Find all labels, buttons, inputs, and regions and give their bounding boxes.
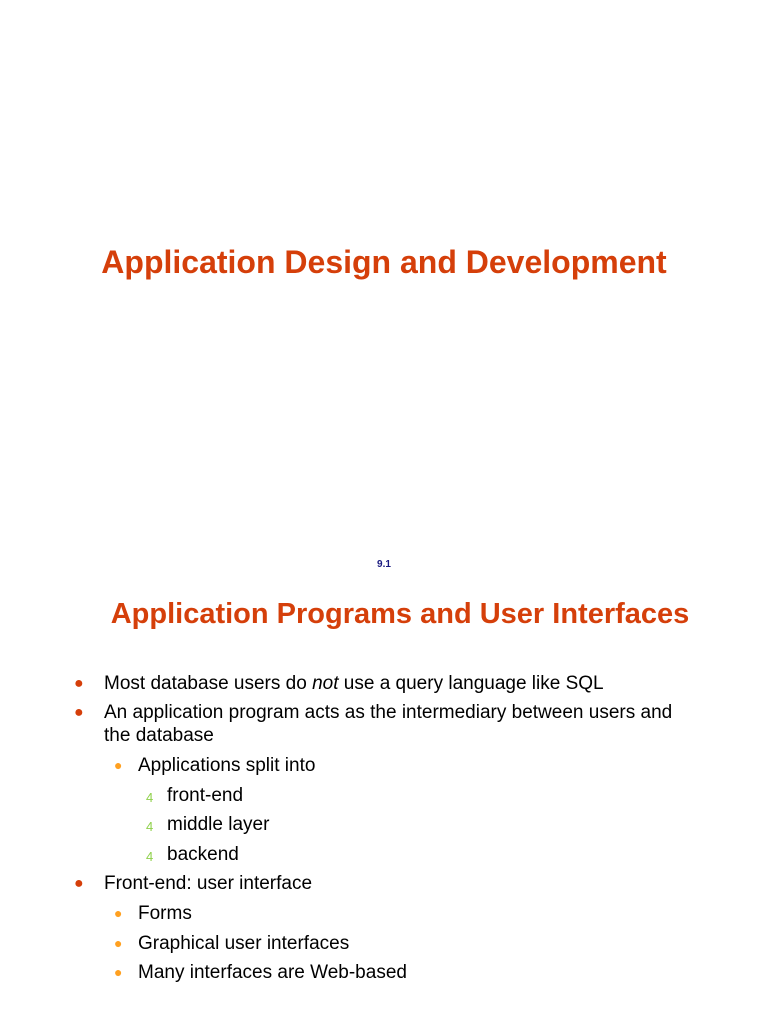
sub-bullet-item xyxy=(114,961,407,984)
sub-sub-bullet-item xyxy=(146,843,239,866)
bullet-text: Many interfaces are Web-based xyxy=(138,962,407,983)
bullet-icon: ● xyxy=(74,704,84,721)
bullet-text: backend xyxy=(167,844,239,865)
arrow-bullet-icon: 4 xyxy=(146,819,154,834)
arrow-bullet-icon: 4 xyxy=(146,849,154,864)
bullet-item xyxy=(74,701,673,747)
bullet-icon: ● xyxy=(74,675,84,692)
bullet-text: middle layer xyxy=(167,814,270,835)
slide-title-2: Application Programs and User Interfaces xyxy=(110,598,690,630)
sub-bullet-icon: ● xyxy=(114,905,123,921)
sub-bullet-item xyxy=(114,754,316,777)
bullet-icon: ● xyxy=(74,875,84,892)
page-number: 9.1 xyxy=(377,559,391,570)
bullet-text: Applications split into xyxy=(138,755,316,776)
bullet-text: An application program acts as the intermediary between users and xyxy=(104,702,673,723)
bullet-text: Most database users do xyxy=(104,673,313,694)
sub-sub-bullet-item xyxy=(146,784,244,807)
sub-bullet-item xyxy=(114,932,350,955)
bullet-text: Forms xyxy=(138,903,192,924)
bullet-text: the database xyxy=(104,725,214,746)
sub-bullet-icon: ● xyxy=(114,964,123,980)
bullet-text: front-end xyxy=(167,785,244,806)
bullet-item xyxy=(74,872,313,895)
sub-bullet-icon: ● xyxy=(114,757,123,773)
slide-title: Application Design and Development xyxy=(101,244,667,280)
sub-sub-bullet-item xyxy=(146,813,270,836)
arrow-bullet-icon: 4 xyxy=(146,790,154,805)
bullet-text: Graphical user interfaces xyxy=(138,933,350,954)
bullet-emphasis: not xyxy=(312,673,339,694)
bullet-text: Front-end: user interface xyxy=(104,873,313,894)
sub-bullet-item xyxy=(114,902,192,925)
bullet-text: use a query language like SQL xyxy=(338,673,604,694)
sub-bullet-icon: ● xyxy=(114,935,123,951)
bullet-item xyxy=(74,672,604,695)
